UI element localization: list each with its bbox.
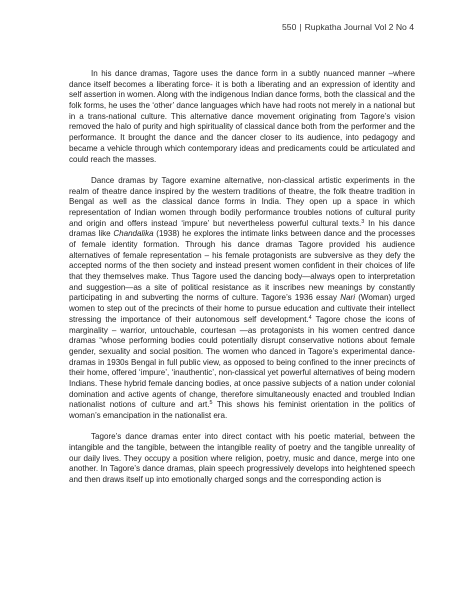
paragraph-text: Tagore chose the icons of marginality – warrior, untouchable, courtesan —as protagonists in his women centred dance dramas “whose performing bodies could potentially disrupt conservative notions about female gender, sexuality and social position. The women who danced in Tagore’s experimental dance-dramas in 1930s Bengal in full public view, as opposed to being confined to the inner precincts of their home, offered ‘impure’, ‘inauthentic’, non-classical yet powerful alternatives of being modern Indians. These hybrid female dancing bodies, at once passive subjects of a nation under colonial domination and active agents of change, therefore simultaneously enacted and troubled Indian nationalist notions of culture and art. (69, 314, 415, 410)
paragraph-text: In his dance dramas like (69, 218, 415, 239)
paragraph-text: Dance dramas by Tagore examine alternative, non-classical artistic experiments in the realm of theatre dance inspired by the western traditions of theatre, the folk theatre tradition in Bengal as well as the classical dance forms in India. They open up a space in which representation of Indian women through bodily performance troubles notions of cultural purity and origin and offers instead ‘impure’ but nevertheless powerful cultural texts. (69, 175, 415, 228)
footnote-marker: 5 (209, 400, 213, 407)
header-separator: | (299, 22, 302, 32)
paragraph-text: (1938) he explores the intimate links between dance and the processes of female identity formation. Through his dance dramas Tagore provided his audience alternatives of female representation – his female protagonists are subversive as they defy the accepted norms of the then society and instead present women confident in their choices of life that they themselves make. Thus Tagore used the dancing body—always open to interpretation and suggestion—as a site of political resistance as it inscribes new meanings by constantly participating in and subverting the norms of culture. Tagore’s 1936 essay (69, 229, 415, 303)
paragraph-text: In his dance dramas, Tagore uses the dance form in a subtly nuanced manner –where dance itself becomes a liberating force- it is both a liberating and an expression of identity and self assertion in women. Along with the indigenous Indian dance forms, both the classical and the folk forms, he uses the ‘other’ dance languages which have had roots not merely in a national but in a trans-national culture. This alternative dance movement originating from Tagore’s vision removed the halo of purity and high spirituality of classical dance both from the performer and the performance. It brought the dance and the dancer closer to its audience, into pedagogy and became a vehicle through which contemporary ideas and predicaments could be articulated and could reach the masses. (69, 69, 415, 164)
paragraph-text: Tagore’s dance dramas enter into direct contact with his poetic material, between the intangible and the tangible, between the intangible reality of poetry and the tangible unreality of our daily lives. They occupy a position where religion, poetry, music and dance, merge into one another. In Tagore’s dance dramas, plain speech progressively develops into heightened speech and then draws itself up into emotionally charged songs and the corresponding action is (69, 432, 415, 485)
italic-title: Chandalika (113, 229, 154, 239)
footnote-marker: 3 (361, 218, 365, 225)
paragraph-text: This shows his feminist orientation in the politics of woman’s emancipation in the nationalist era. (69, 400, 415, 420)
body-paragraph (69, 69, 415, 165)
body-paragraph (69, 176, 415, 422)
journal-title: Rupkatha Journal Vol 2 No 4 (304, 22, 414, 32)
running-header (282, 22, 414, 32)
page-number: 550 (282, 22, 297, 32)
italic-title: Nari (340, 293, 356, 303)
paragraph-text: (Woman) urged women to step out of the precincts of their home to pursue education and cultivate their intellect stressing the importance of their autonomous self development. (69, 293, 415, 324)
footnote-marker: 4 (308, 314, 312, 321)
body-paragraph (69, 432, 415, 485)
article-body (69, 69, 415, 497)
